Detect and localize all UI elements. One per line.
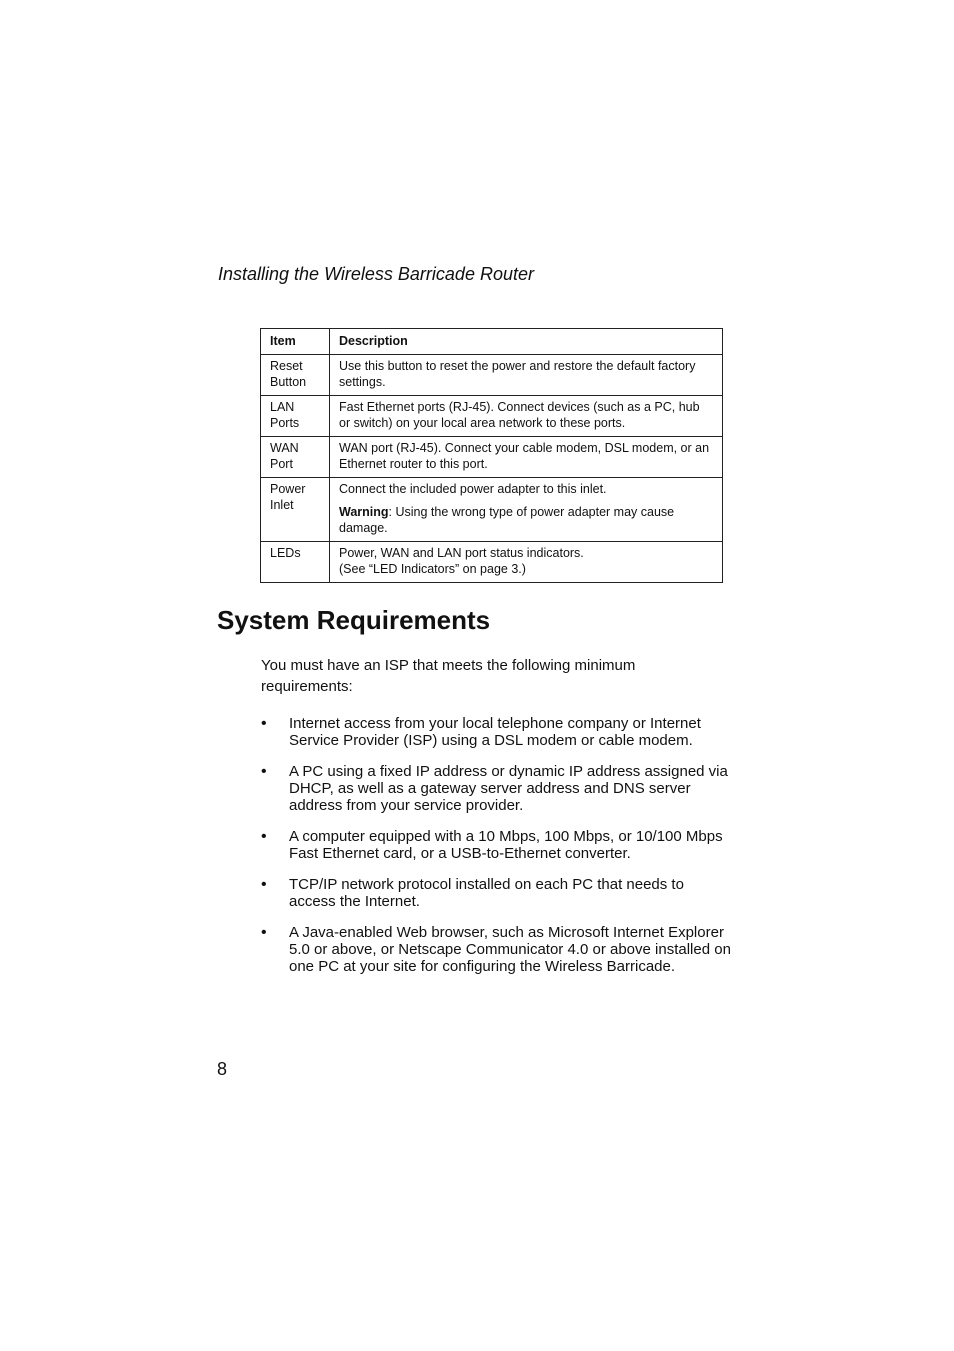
hardware-items-table <box>260 328 723 583</box>
item-cell: Power Inlet <box>261 478 330 542</box>
list-item <box>261 924 731 975</box>
page-number: 8 <box>217 1059 228 1079</box>
list-item-text: A computer equipped with a 10 Mbps, 100 Mbps, or 10/100 Mbps Fast Ethernet card, or a USB-to-Ethernet converter. <box>289 828 723 862</box>
description-cell <box>330 355 723 396</box>
list-item-text: TCP/IP network protocol installed on each PC that needs to access the Internet. <box>289 876 684 910</box>
description-text: Use this button to reset the power and restore the default factory settings. <box>339 359 696 389</box>
description-text: Power, WAN and LAN port status indicators. <box>339 546 584 560</box>
table-header-row <box>261 329 723 355</box>
column-header-description: Description <box>330 329 723 355</box>
section-intro: You must have an ISP that meets the following minimum requirements: <box>261 657 636 695</box>
description-text: WAN port (RJ-45). Connect your cable modem, DSL modem, or an Ethernet router to this port. <box>339 441 710 471</box>
table-row <box>261 396 723 437</box>
list-item-text: Internet access from your local telephone company or Internet Service Provider (ISP) using a DSL modem or cable modem. <box>289 715 701 749</box>
item-cell: LAN Ports <box>261 396 330 437</box>
table-row <box>261 355 723 396</box>
item-cell: WAN Port <box>261 437 330 478</box>
section-title: System Requirements <box>217 605 491 635</box>
list-item <box>261 876 731 910</box>
warning-note <box>339 504 714 536</box>
description-cell <box>330 478 723 542</box>
bullet-icon: • <box>261 876 267 893</box>
warning-label: Warning <box>339 505 389 519</box>
list-item <box>261 715 731 749</box>
description-reference: (See “LED Indicators” on page 3.) <box>339 562 526 576</box>
description-text: Connect the included power adapter to this inlet. <box>339 482 607 496</box>
running-header: Installing the Wireless Barricade Router <box>218 264 534 284</box>
bullet-icon: • <box>261 715 267 732</box>
list-item-text: A PC using a fixed IP address or dynamic IP address assigned via DHCP, as well as a gateway server address and DNS server address from your service provider. <box>289 763 728 814</box>
requirements-list <box>261 715 731 989</box>
table-row <box>261 478 723 542</box>
description-cell <box>330 542 723 583</box>
list-item <box>261 828 731 862</box>
bullet-icon: • <box>261 924 267 941</box>
description-cell <box>330 396 723 437</box>
warning-text: : Using the wrong type of power adapter may cause damage. <box>339 505 675 535</box>
item-cell: LEDs <box>261 542 330 583</box>
bullet-icon: • <box>261 763 267 780</box>
description-text: Fast Ethernet ports (RJ-45). Connect devices (such as a PC, hub or switch) on your local area network to these ports. <box>339 400 700 430</box>
bullet-icon: • <box>261 828 267 845</box>
list-item-text: A Java-enabled Web browser, such as Microsoft Internet Explorer 5.0 or above, or Netscape Communicator 4.0 or above installed on one PC at your site for configuring the Wireless Barricade. <box>289 924 731 975</box>
table-row <box>261 437 723 478</box>
description-cell <box>330 437 723 478</box>
list-item <box>261 763 731 814</box>
table-row <box>261 542 723 583</box>
column-header-item: Item <box>261 329 330 355</box>
item-cell: Reset Button <box>261 355 330 396</box>
